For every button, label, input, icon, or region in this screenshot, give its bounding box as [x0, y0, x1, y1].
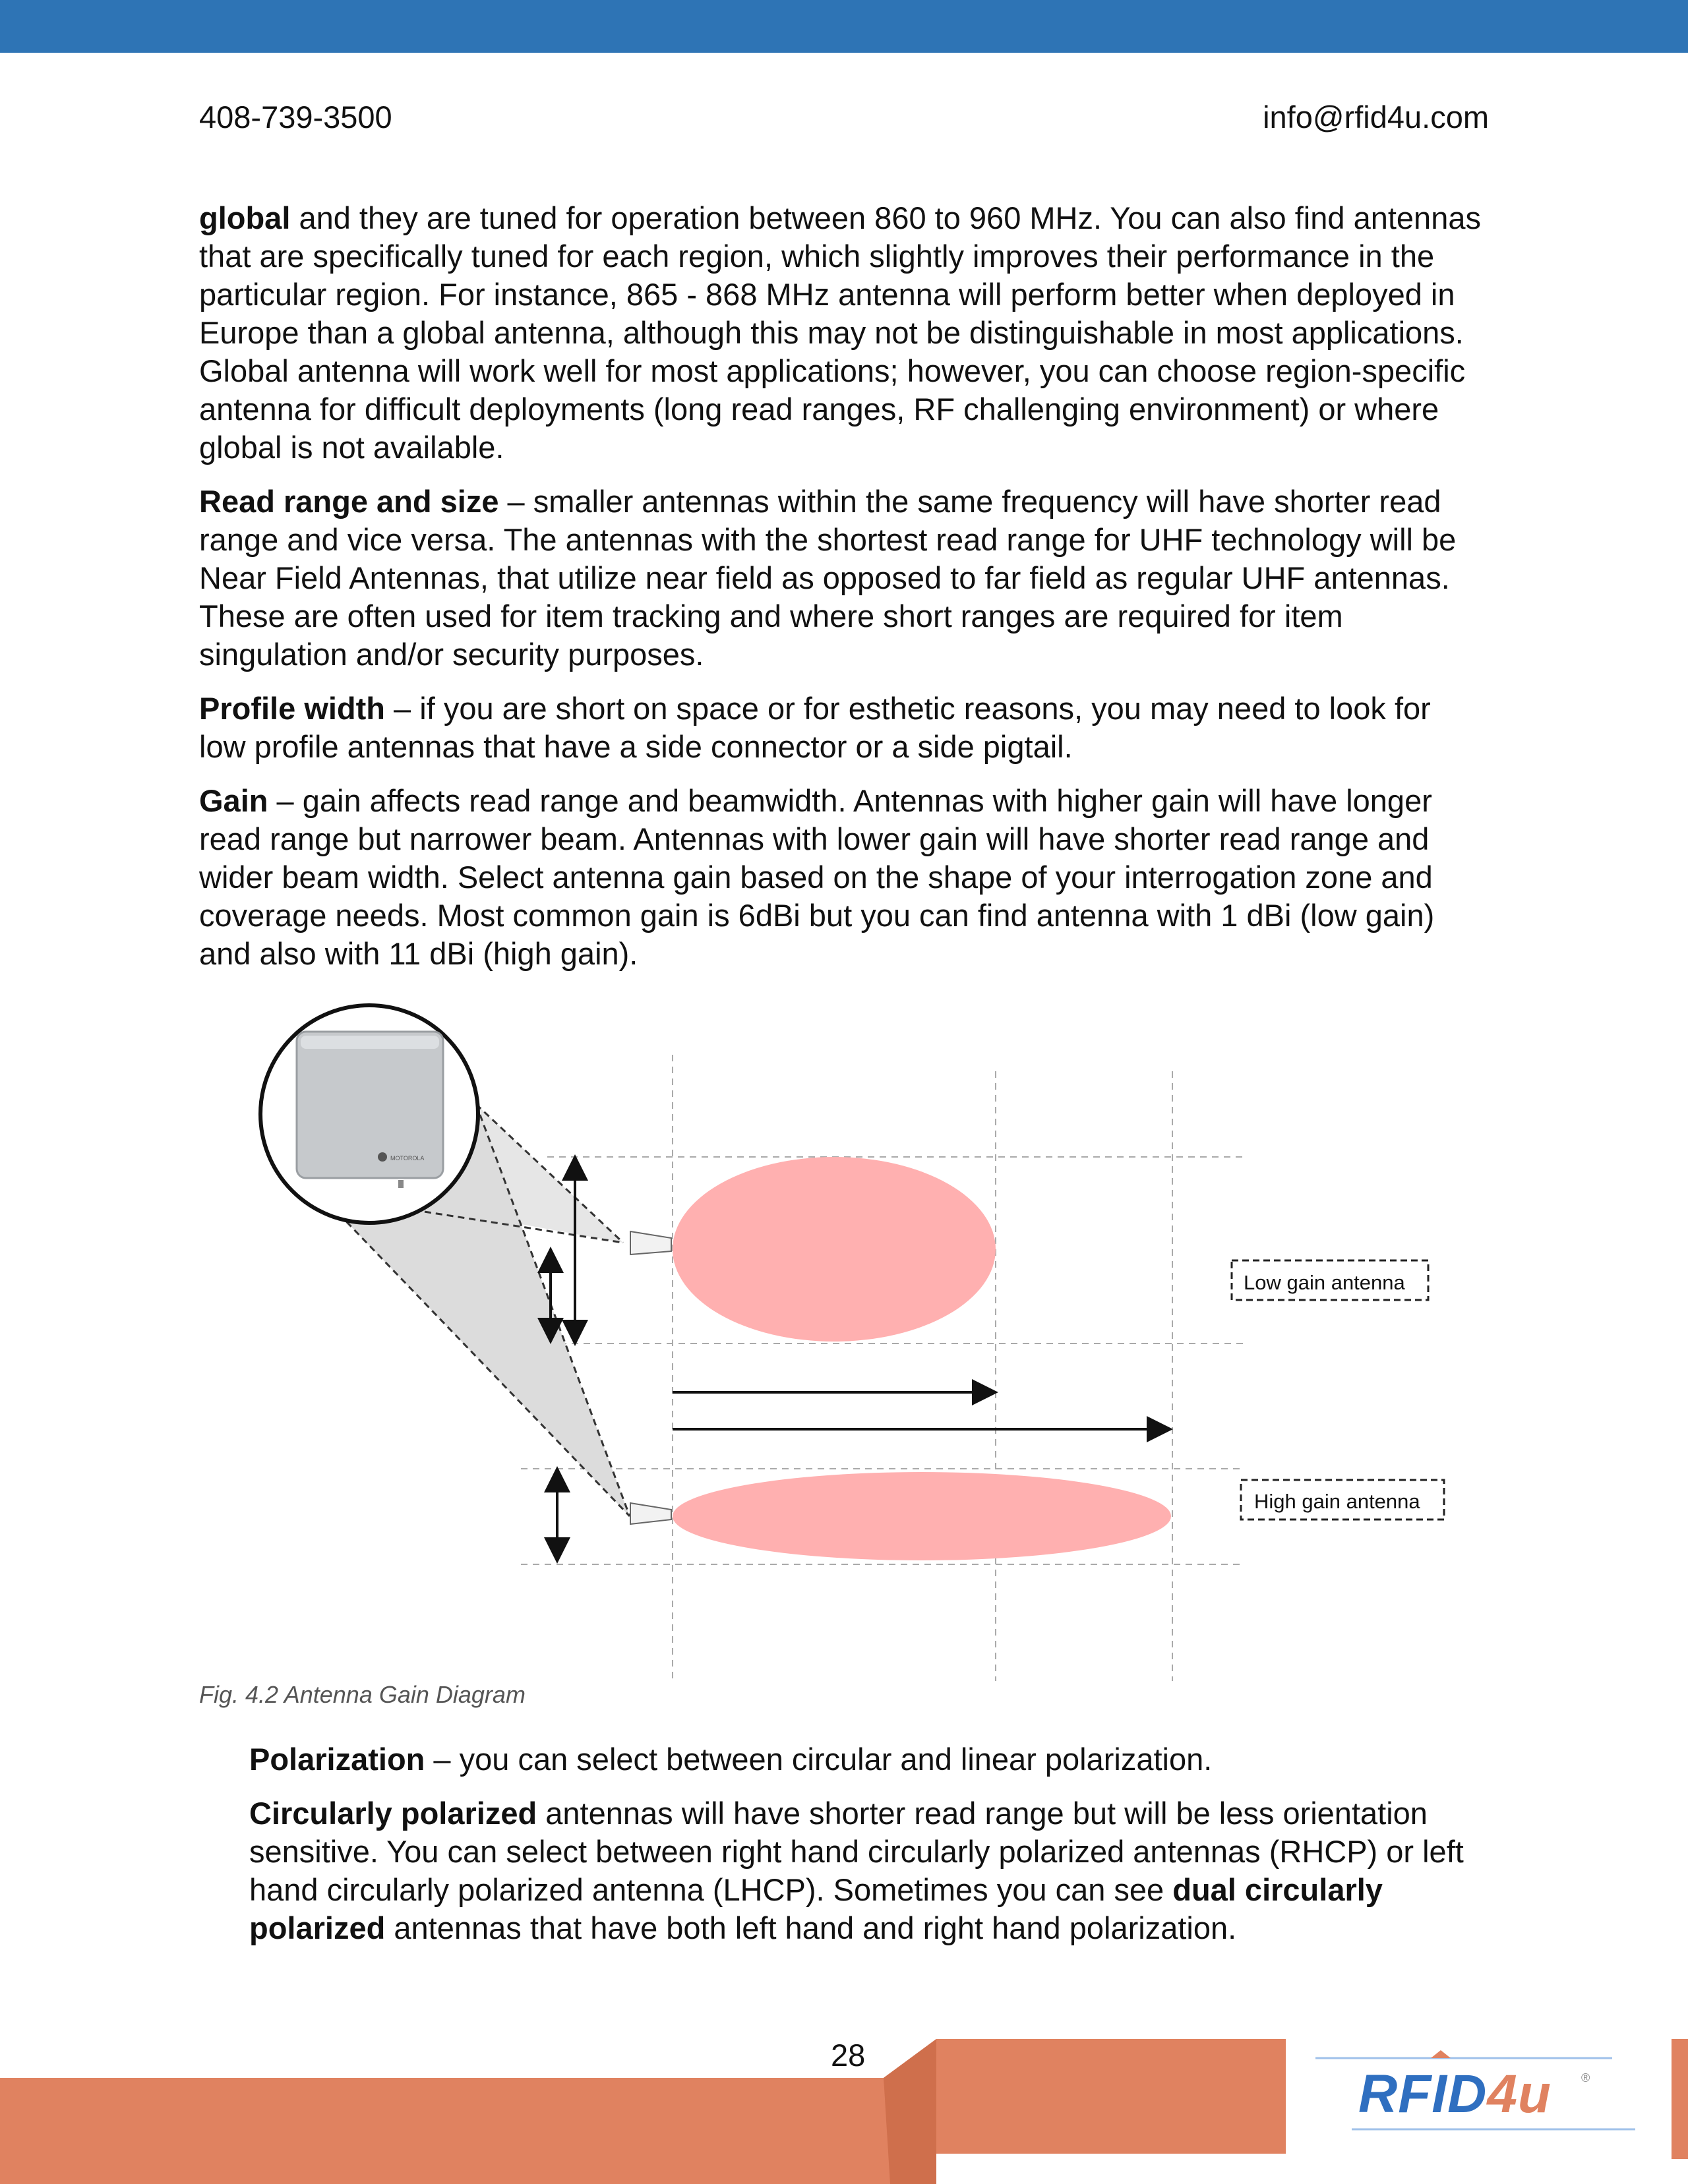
low-gain-beam — [673, 1157, 996, 1342]
high-gain-label: High gain antenna — [1254, 1490, 1420, 1513]
grid-lines — [521, 1055, 1243, 1681]
header-phone: 408-739-3500 — [199, 100, 392, 134]
term-dual-circular: dual circularly polarized — [249, 1872, 1383, 1945]
paragraph-polarization: Polarization – you can select between circular and linear polarization. — [249, 1742, 1213, 1777]
high-gain-emitter — [630, 1503, 671, 1524]
term-circular: Circularly polarized — [249, 1796, 537, 1831]
body-lower — [249, 1740, 1489, 1963]
header-email: info@rfid4u.com — [1263, 100, 1489, 134]
term-profile-width: Profile width — [199, 691, 385, 726]
low-gain-emitter — [630, 1231, 671, 1254]
term-read-range: Read range and size — [199, 484, 499, 519]
paragraph-gain: Gain – gain affects read range and beamwidth. Antennas with higher gain will have longer read range but narrower beam. Antennas with lower gain will have shorter read range and wider beam width. Select antenna gain based on the shape of your interrogation zone and coverage needs. Most common gain is 6dBi but you can find antenna with 1 dBi (low gain) and also with 11 dBi (high gain). — [199, 783, 1435, 971]
rfid4u-logo: RFID4u — [1358, 2064, 1552, 2124]
term-polarization: Polarization — [249, 1742, 425, 1777]
paragraph-profile-width: Profile width – if you are short on space or for esthetic reasons, you may need to look for low profile antennas that have a side connector or a side pigtail. — [199, 691, 1431, 764]
paragraph-read-range: Read range and size – smaller antennas within the same frequency will have shorter read range and vice versa. The antennas with the shortest read range for UHF technology will be Near Field Antennas, that utilize near field as opposed to far field as regular UHF antennas. These are often used for item tracking and where short ranges are required for item singulation and/or security purposes. — [199, 484, 1457, 672]
low-gain-label: Low gain antenna — [1244, 1271, 1405, 1294]
figure-caption: Fig. 4.2 Antenna Gain Diagram — [199, 1681, 526, 1708]
logo-registered-mark: ® — [1581, 2071, 1590, 2084]
paragraph-circular: Circularly polarized antennas will have shorter read range but will be less orientation sensitive. You can select between right hand circularly polarized antennas (RHCP) or left hand circularly polarized antenna (LHCP). Sometimes you can see dual circularly polarized antennas that have both left hand and right hand polarization. — [249, 1796, 1464, 1945]
term-global: global — [199, 200, 291, 235]
term-gain: Gain — [199, 783, 268, 818]
paragraph-global: global and they are tuned for operation between 860 to 960 MHz. You can also find antennas that are specifically tuned for each region, which slightly improves their performance in the particular region. For instance, 865 - 868 MHz antenna will perform better when deployed in Europe than a global antenna, although this may not be distinguishable in most applications. Global antenna will work well for most applications; however, you can choose region-specific antenna for difficult deployments (long read ranges, RF challenging environment) or where global is not available. — [199, 200, 1481, 465]
page-number: 28 — [831, 2038, 866, 2073]
high-gain-beam — [673, 1472, 1171, 1560]
antenna-brand-mark: MOTOROLA — [390, 1155, 425, 1162]
